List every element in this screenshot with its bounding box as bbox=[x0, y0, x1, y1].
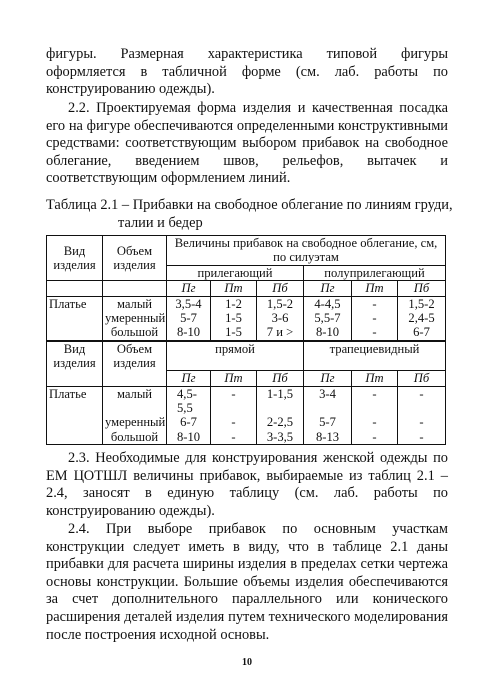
value-cell: - bbox=[211, 430, 257, 445]
header-product-type-2: Вид изделия bbox=[47, 341, 103, 371]
subheader-cell: Пг bbox=[304, 371, 352, 386]
header-silhouette-semifitted: полуприлегающий bbox=[304, 265, 446, 280]
value-cell: 6-7 bbox=[167, 415, 211, 429]
volume-cell: большой bbox=[103, 325, 167, 340]
subheader-cell: Пг bbox=[167, 371, 211, 386]
table-row bbox=[47, 386, 446, 415]
value-cell: 1,5-2 bbox=[257, 296, 304, 311]
header-volume: Объем изделия bbox=[103, 236, 167, 281]
product-cell: Платье bbox=[47, 386, 103, 415]
value-cell: 1-5 bbox=[211, 325, 257, 340]
page-number: 10 bbox=[242, 657, 252, 668]
value-cell: - bbox=[352, 325, 398, 340]
value-cell: 3-6 bbox=[257, 311, 304, 325]
table-caption-line2: талии и бедер bbox=[118, 214, 203, 231]
subheader-cell: Пт bbox=[211, 371, 257, 386]
table-row bbox=[47, 311, 446, 325]
subheader-cell: Пт bbox=[211, 281, 257, 296]
header-volume-2: Объем изделия bbox=[103, 341, 167, 371]
volume-cell: большой bbox=[103, 430, 167, 445]
paragraph-2-3: 2.3. Необходимые для конструирования женской одежды по ЕМ ЦОТШЛ величины прибавок, выбираемые из таблиц 2.1 – 2.4, заносят в единую таблицу (см. лаб. работы по конструированию одежды). bbox=[46, 450, 448, 519]
value-cell: 4-4,5 bbox=[304, 296, 352, 311]
value-cell: - bbox=[398, 386, 446, 415]
value-cell: - bbox=[352, 415, 398, 429]
value-cell: 1-5 bbox=[211, 311, 257, 325]
value-cell: 6-7 bbox=[398, 325, 446, 340]
table-row bbox=[47, 430, 446, 445]
value-cell: - bbox=[352, 311, 398, 325]
value-cell: 4,5-5,5 bbox=[167, 386, 211, 415]
header-allowance-group: Величины прибавок на свободное облегание, см, по силуэтам bbox=[167, 236, 446, 266]
header-product-type: Вид изделия bbox=[47, 236, 103, 281]
subheader-cell: Пг bbox=[304, 281, 352, 296]
value-cell: - bbox=[211, 386, 257, 415]
value-cell: - bbox=[352, 296, 398, 311]
value-cell: - bbox=[398, 415, 446, 429]
table-caption-line1: Таблица 2.1 – Прибавки на свободное облегание по линиям груди, bbox=[46, 197, 453, 213]
product-cell: Платье bbox=[47, 296, 103, 311]
table-row bbox=[47, 325, 446, 340]
subheader-cell: Пб bbox=[398, 371, 446, 386]
header-silhouette-fitted: прилегающий bbox=[167, 265, 304, 280]
value-cell: - bbox=[352, 430, 398, 445]
volume-cell: малый bbox=[103, 296, 167, 311]
value-cell: 8-10 bbox=[304, 325, 352, 340]
value-cell: 1-1,5 bbox=[257, 386, 304, 415]
value-cell: 3,5-4 bbox=[167, 296, 211, 311]
volume-cell: умеренный bbox=[103, 415, 167, 429]
paragraph-2-4: 2.4. При выборе прибавок по основным участкам конструкции следует иметь в виду, что в таблице 2.1 даны прибавки для расчета ширины изделия в пределах сетки чертежа основы конструкции. Большие объемы изделия обеспечиваются за счет дополнительного параллельного или конического расширения деталей изделия путем технического моделирования после построения исходной основы. bbox=[46, 521, 448, 643]
allowance-table bbox=[46, 235, 446, 445]
value-cell: 2-2,5 bbox=[257, 415, 304, 429]
value-cell: 1-2 bbox=[211, 296, 257, 311]
subheader-cell: Пб bbox=[257, 281, 304, 296]
paragraph-continuation: фигуры. Размерная характеристика типовой фигуры оформляется в табличной форме (см. лаб. работы по конструированию одежды). bbox=[46, 46, 448, 98]
subheader-cell: Пг bbox=[167, 281, 211, 296]
volume-cell: умеренный bbox=[103, 311, 167, 325]
value-cell: 3-3,5 bbox=[257, 430, 304, 445]
value-cell: 5,5-7 bbox=[304, 311, 352, 325]
subheader-cell: Пт bbox=[352, 281, 398, 296]
table-row bbox=[47, 415, 446, 429]
table-row bbox=[47, 296, 446, 311]
value-cell: 8-13 bbox=[304, 430, 352, 445]
subheader-cell: Пб bbox=[398, 281, 446, 296]
value-cell: 8-10 bbox=[167, 430, 211, 445]
subheader-cell: Пт bbox=[352, 371, 398, 386]
value-cell: 7 и > bbox=[257, 325, 304, 340]
value-cell: - bbox=[352, 386, 398, 415]
header-silhouette-trapeze: трапециевидный bbox=[304, 341, 446, 371]
value-cell: 2,4-5 bbox=[398, 311, 446, 325]
value-cell: 5-7 bbox=[304, 415, 352, 429]
value-cell: - bbox=[398, 430, 446, 445]
volume-cell: малый bbox=[103, 386, 167, 415]
table-caption bbox=[46, 197, 456, 232]
value-cell: - bbox=[211, 415, 257, 429]
subheader-cell: Пб bbox=[257, 371, 304, 386]
value-cell: 8-10 bbox=[167, 325, 211, 340]
paragraph-2-2: 2.2. Проектируемая форма изделия и качественная посадка его на фигуре обеспечиваются определенными конструктивными средствами: соответствующим выбором прибавок на свободное облегание, введением швов, рельефов, вытачек и соответствующим оформлением линий. bbox=[46, 100, 448, 187]
value-cell: 1,5-2 bbox=[398, 296, 446, 311]
header-silhouette-straight: прямой bbox=[167, 341, 304, 371]
value-cell: 3-4 bbox=[304, 386, 352, 415]
value-cell: 5-7 bbox=[167, 311, 211, 325]
